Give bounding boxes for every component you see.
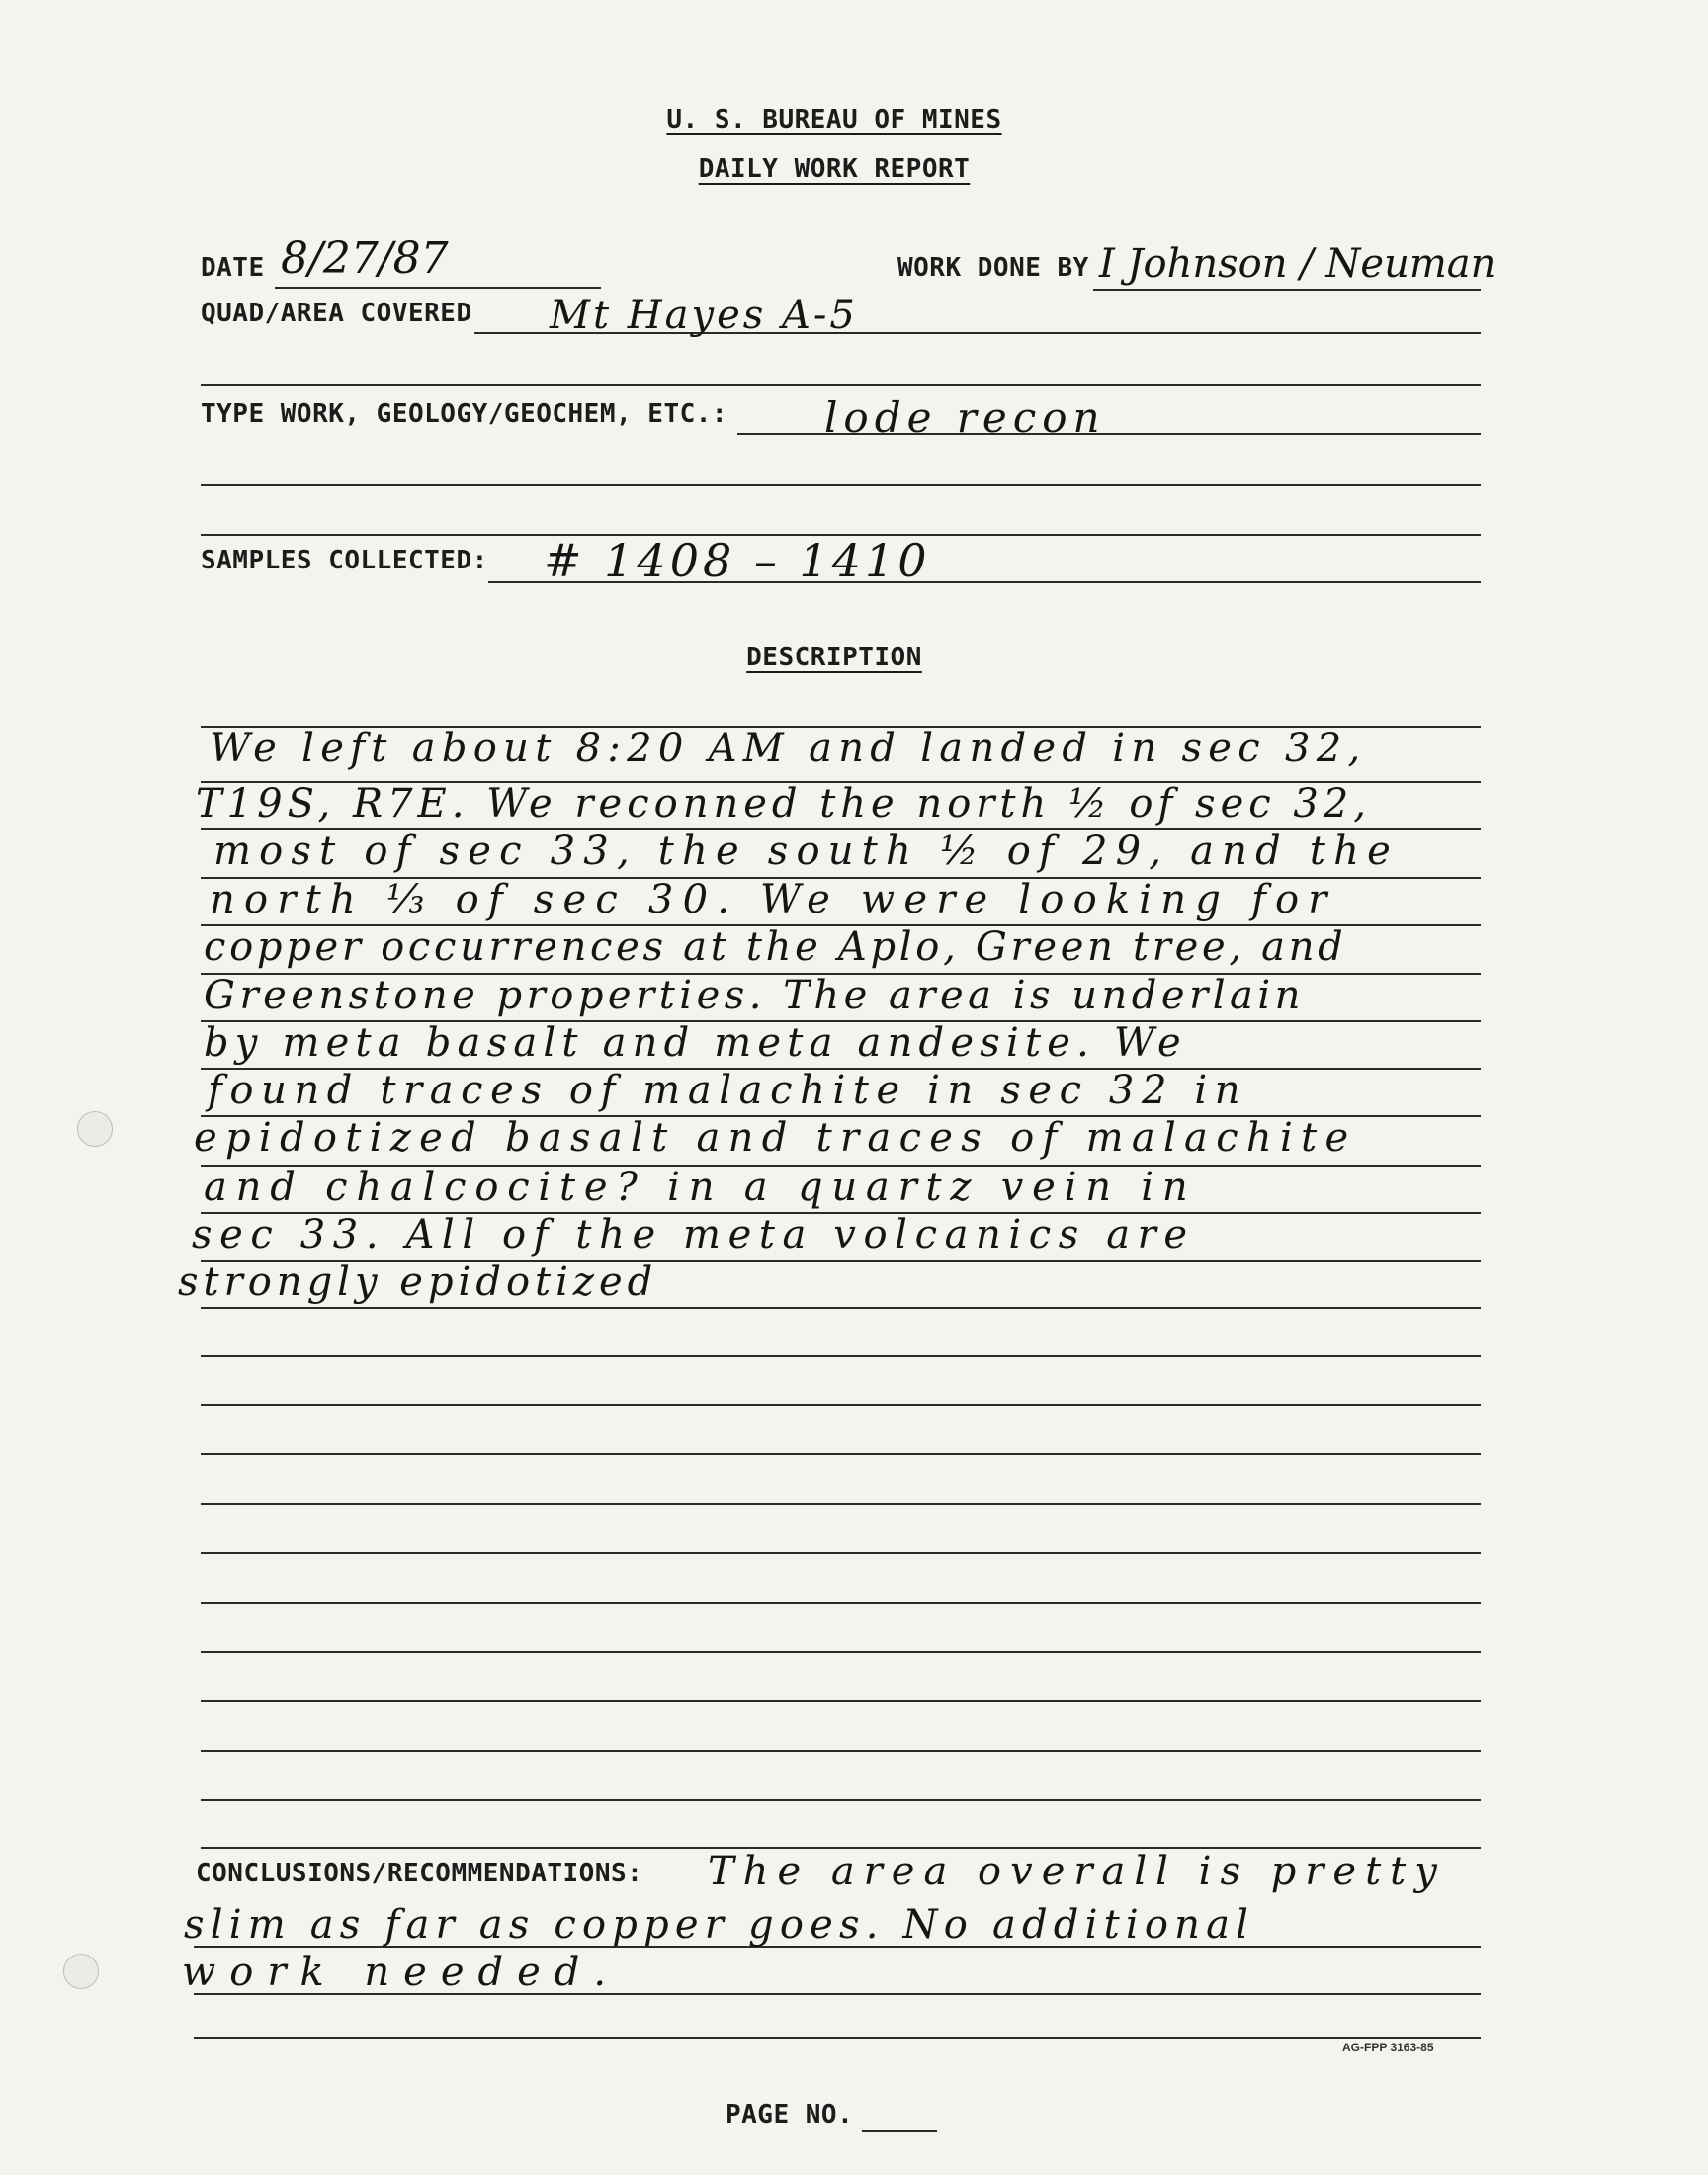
description-rule [201,1355,1481,1357]
type-work-value: lode recon [824,393,1106,442]
blank-rule [201,484,1481,486]
date-value: 8/27/87 [281,233,449,284]
conclusions-line: slim as far as copper goes. No additional [184,1902,1255,1948]
description-line: sec 33. All of the meta volcanics are [192,1212,1195,1258]
description-line: and chalcocite? in a quartz vein in [204,1165,1197,1210]
page-number-label: PAGE NO. [726,2100,854,2130]
binder-hole-bottom [63,1954,99,1989]
quad-label: QUAD/AREA COVERED [201,299,472,328]
work-done-by-label: WORK DONE BY [897,253,1089,283]
work-done-by-rule [1093,289,1481,291]
description-line: T19S, R7E. We reconned the north ½ of sec 32, [196,781,1371,826]
conclusions-line: The area overall is pretty [708,1849,1446,1894]
description-line: Greenstone properties. The area is underlain [204,973,1305,1018]
description-rule [201,1552,1481,1554]
description-rule [201,1799,1481,1801]
description-line: We left about 8:20 AM and landed in sec 32, [210,726,1367,771]
work-done-by-value: I Johnson / Neuman [1099,241,1496,287]
description-line: strongly epidotized [178,1260,658,1305]
description-rule [201,1503,1481,1505]
samples-value: # 1408 – 1410 [544,534,931,587]
description-line: by meta basalt and meta andesite. We [204,1020,1187,1066]
description-rule [201,1404,1481,1406]
description-rule [201,1602,1481,1604]
samples-label: SAMPLES COLLECTED: [201,546,488,575]
date-rule [275,287,601,289]
description-rule [201,1651,1481,1653]
description-line: north ⅓ of sec 30. We were looking for [210,877,1336,922]
type-work-label: TYPE WORK, GEOLOGY/GEOCHEM, ETC.: [201,399,728,429]
conclusions-label: CONCLUSIONS/RECOMMENDATIONS: [196,1859,643,1888]
description-rule [201,1700,1481,1702]
description-line: found traces of malachite in sec 32 in [208,1068,1248,1113]
date-label: DATE [201,253,265,283]
blank-rule [201,384,1481,386]
description-line: copper occurrences at the Aplo, Green tree, and [204,924,1347,970]
form-title: DAILY WORK REPORT [698,154,971,184]
description-rule [201,1453,1481,1455]
description-line: epidotized basalt and traces of malachite [194,1115,1357,1161]
binder-hole-top [77,1111,113,1147]
conclusions-rule [194,2037,1481,2039]
form-code: AG-FPP 3163-85 [1342,2041,1434,2054]
agency-title: U. S. BUREAU OF MINES [666,105,1002,134]
quad-value: Mt Hayes A-5 [550,293,858,338]
description-rule [201,1307,1481,1309]
page-number-rule [862,2130,937,2132]
description-heading: DESCRIPTION [746,643,922,672]
description-line: most of sec 33, the south ½ of 29, and the [214,828,1399,874]
conclusions-line: work needed. [182,1950,621,1995]
description-rule [201,1750,1481,1752]
